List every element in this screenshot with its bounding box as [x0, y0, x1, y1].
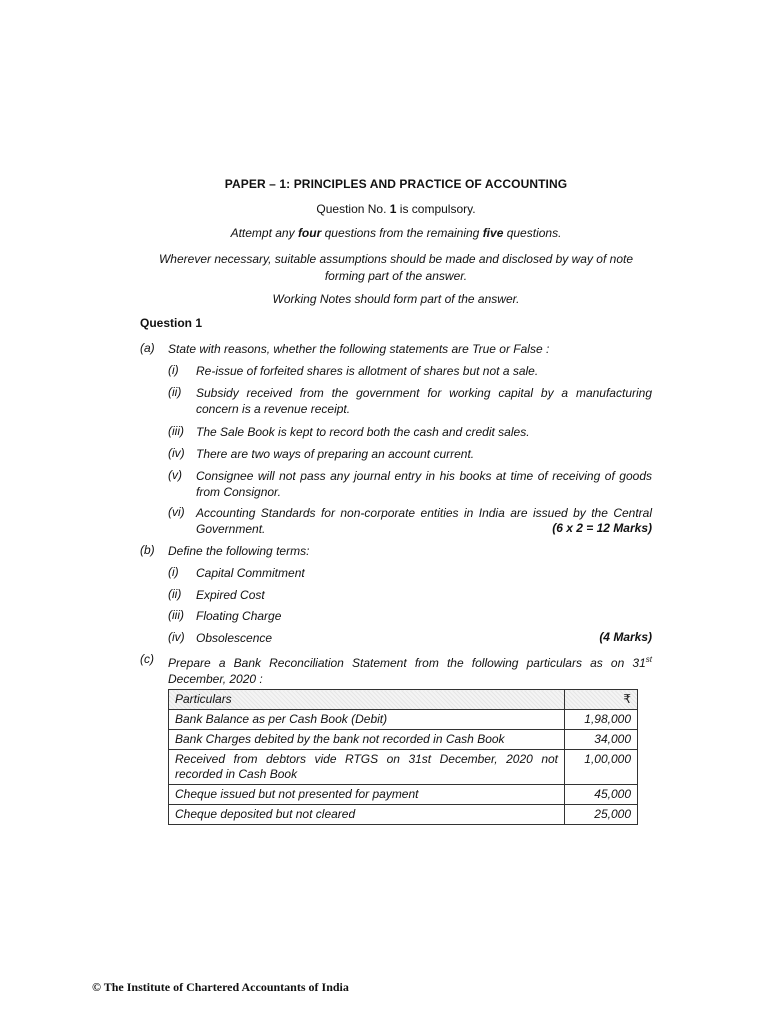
- amount-cell: 25,000: [565, 805, 638, 825]
- part-a-item-text: Subsidy received from the government for working capital by a manufacturing concern is a revenue receipt.: [196, 386, 652, 416]
- part-a-item-text: The Sale Book is kept to record both the cash and credit sales.: [196, 425, 530, 439]
- assumptions-note: Wherever necessary, suitable assumptions should be made and disclosed by way of note forming part of the answer.: [158, 252, 634, 283]
- paper-title: PAPER – 1: PRINCIPLES AND PRACTICE OF ACCOUNTING: [224, 177, 568, 191]
- particular-cell: Bank Balance as per Cash Book (Debit): [169, 710, 565, 730]
- compulsory-note: Question No. 1 is compulsory.: [316, 202, 476, 216]
- question-heading: Question 1: [140, 316, 203, 330]
- part-b-item-label: (ii): [168, 587, 182, 601]
- part-b-item-text: Obsolescence: [196, 631, 273, 645]
- part-b-item-text: Floating Charge: [196, 609, 282, 623]
- part-b-item-text: Capital Commitment: [196, 566, 305, 580]
- part-b-text: Define the following terms:: [168, 544, 310, 558]
- amount-cell: 1,98,000: [565, 710, 638, 730]
- amount-cell: 45,000: [565, 785, 638, 805]
- part-a-item-label: (iii): [168, 424, 184, 438]
- amount-cell: 34,000: [565, 730, 638, 750]
- column-header-amount: ₹: [565, 690, 638, 710]
- table-row: [169, 750, 638, 785]
- part-a-item-label: (v): [168, 468, 182, 482]
- particular-cell: Received from debtors vide RTGS on 31st December, 2020 not recorded in Cash Book: [169, 750, 565, 785]
- table-row: [169, 710, 638, 730]
- part-a-label: (a): [140, 341, 155, 355]
- part-a-item-label: (ii): [168, 385, 182, 399]
- attempt-note: Attempt any four questions from the remaining five questions.: [230, 226, 562, 240]
- part-b-item-text: Expired Cost: [196, 588, 265, 602]
- part-a-item-label: (iv): [168, 446, 185, 460]
- working-notes-note: Working Notes should form part of the answer.: [272, 292, 520, 306]
- table-row: [169, 785, 638, 805]
- part-a-item-text: Consignee will not pass any journal entry in his books at time of receiving of goods from Consignor.: [196, 469, 652, 499]
- table-header-row: [169, 690, 638, 710]
- part-b-marks: (4 Marks): [599, 630, 652, 644]
- part-b-item-label: (i): [168, 565, 179, 579]
- particular-cell: Cheque deposited but not cleared: [169, 805, 565, 825]
- bank-reconciliation-table: [168, 689, 638, 825]
- part-b-label: (b): [140, 543, 155, 557]
- amount-cell: 1,00,000: [565, 750, 638, 785]
- part-c-text: Prepare a Bank Reconciliation Statement from the following particulars as on 31st December, 2020 :: [168, 655, 652, 686]
- particular-cell: Cheque issued but not presented for payment: [169, 785, 565, 805]
- part-a-text: State with reasons, whether the following statements are True or False :: [168, 342, 550, 356]
- table-row: [169, 805, 638, 825]
- part-a-item-label: (i): [168, 363, 179, 377]
- part-a-marks: (6 x 2 = 12 Marks): [552, 521, 652, 535]
- part-a-item-text: There are two ways of preparing an account current.: [196, 447, 475, 461]
- column-header-particulars: Particulars: [169, 690, 565, 710]
- part-b-item-label: (iii): [168, 608, 184, 622]
- table-row: [169, 730, 638, 750]
- particular-cell: Bank Charges debited by the bank not recorded in Cash Book: [169, 730, 565, 750]
- part-a-item-text: Accounting Standards for non-corporate entities in India are issued by the Central Government.: [196, 506, 652, 536]
- part-b-item-label: (iv): [168, 630, 185, 644]
- footer-copyright: © The Institute of Chartered Accountants of India: [92, 980, 349, 994]
- part-c-label: (c): [140, 652, 154, 666]
- part-a-item-text: Re-issue of forfeited shares is allotment of shares but not a sale.: [196, 364, 539, 378]
- part-a-item-label: (vi): [168, 505, 185, 519]
